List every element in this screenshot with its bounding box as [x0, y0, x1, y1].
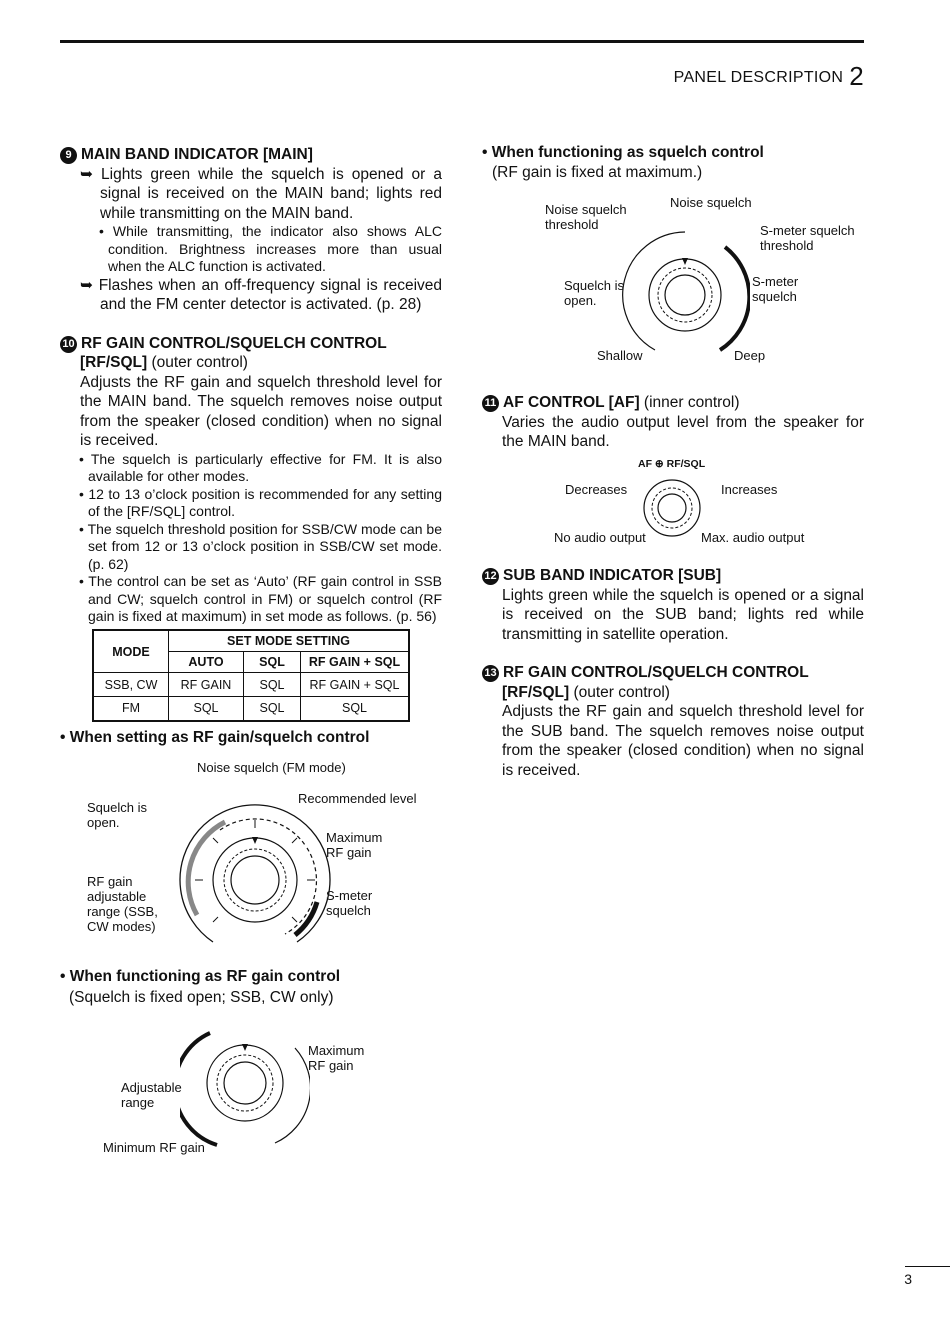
diagram-2-knob — [180, 1015, 310, 1155]
diagram-3-subtitle: (RF gain is fixed at maximum.) — [492, 164, 703, 181]
section-9-note: • While transmitting, the indicator also shows ALC condition. Brightness increases more than usual when the ALC function is activated. — [99, 223, 442, 274]
section-10-heading — [60, 334, 442, 354]
right-column-sections — [482, 393, 864, 452]
table-cell: FM — [93, 697, 169, 721]
table-cell: SQL — [244, 673, 301, 697]
item-text: Flashes when an off-frequency signal is received and the FM center detector is activated. (p. 28) — [98, 276, 442, 313]
control-note: (outer control) — [147, 354, 248, 371]
left-column — [60, 145, 442, 626]
table-header-sql: SQL — [244, 652, 301, 673]
section-12-description: Lights green while the squelch is opened or a signal is received on the SUB band; lights red while transmitting in satellite operation. — [502, 586, 864, 643]
d4-maxaudio-label: Max. audio output — [701, 530, 805, 545]
control-note: (outer control) — [569, 683, 670, 701]
section-number: 13 — [482, 665, 499, 682]
section-number: 10 — [60, 336, 77, 353]
section-13-heading — [482, 663, 864, 683]
d3-shallow-label: Shallow — [597, 348, 643, 363]
table-cell: RF GAIN + SQL — [301, 673, 410, 697]
section-10-subheading — [60, 353, 442, 373]
d4-inc-label: Increases — [721, 482, 778, 497]
right-column-lower — [482, 566, 864, 780]
table-header-auto: AUTO — [169, 652, 244, 673]
table-cell: RF GAIN — [169, 673, 244, 697]
page-header — [674, 58, 864, 89]
d1-smeter-label: S-meter squelch — [326, 888, 373, 918]
table-header-mode: MODE — [93, 630, 169, 673]
d3-ns-label: Noise squelch — [670, 195, 752, 210]
chapter-number: 2 — [849, 61, 864, 91]
table-cell: SSB, CW — [93, 673, 169, 697]
diagram-1-knob — [140, 775, 340, 955]
section-number: 9 — [60, 147, 77, 164]
section-10-bullet-2: • 12 to 13 o’clock position is recommended for any setting of the [RF/SQL] control. — [79, 485, 442, 519]
diagram-4-knob — [630, 470, 720, 550]
d1-rfrange-label: RF gain adjustable range (SSB, CW modes) — [87, 874, 158, 934]
diagram-2-title: • When functioning as RF gain control — [60, 968, 341, 985]
d1-maxrf-label: Maximum RF gain — [326, 830, 383, 860]
section-title: RF GAIN CONTROL/SQUELCH CONTROL — [503, 664, 809, 681]
top-rule — [60, 40, 864, 43]
d2-minrf-label: Minimum RF gain — [103, 1140, 205, 1155]
d4-knob-label: AF ⊕ RF/SQL — [638, 458, 706, 470]
section-13-subheading — [482, 683, 864, 703]
d1-noise-label: Noise squelch (FM mode) — [197, 760, 346, 775]
page-number-rule — [905, 1266, 950, 1267]
d4-af-label: AF — [638, 458, 652, 470]
table-cell: SQL — [169, 697, 244, 721]
table-header-rfsql: RF GAIN + SQL — [301, 652, 410, 673]
diagram-3-knob — [620, 225, 750, 360]
section-10-bullet-3: • The squelch threshold position for SSB/CW mode can be set from 12 or 13 o’clock position in SSB/CW set mode. (p. 62) — [79, 520, 442, 572]
section-title: SUB BAND INDICATOR [SUB] — [503, 567, 722, 584]
d3-smt-label: S-meter squelch threshold — [760, 223, 855, 253]
d4-noaudio-label: No audio output — [554, 530, 646, 545]
section-title: RF GAIN CONTROL/SQUELCH CONTROL — [81, 334, 387, 352]
section-title: AF CONTROL [AF] — [503, 394, 640, 411]
d2-adj-label: Adjustable range — [121, 1080, 182, 1110]
section-title: MAIN BAND INDICATOR [MAIN] — [81, 146, 313, 163]
section-11-heading — [482, 393, 864, 413]
diagram-2-subtitle: (Squelch is fixed open; SSB, CW only) — [69, 989, 334, 1006]
d1-sqopen-label: Squelch is open. — [87, 800, 147, 830]
d3-deep-label: Deep — [734, 348, 766, 363]
control-note: (inner control) — [639, 394, 740, 411]
section-9-heading — [60, 145, 442, 165]
diagram-3-title: • When functioning as squelch control — [482, 144, 764, 161]
d2-maxrf-label: Maximum RF gain — [308, 1043, 365, 1073]
section-9-item-1: ➥ Lights green while the squelch is opened or a signal is received on the MAIN band; lights red while transmitting on the MAIN band. — [80, 165, 442, 222]
table-cell: SQL — [301, 697, 410, 721]
set-mode-table — [92, 629, 410, 722]
table-header-set: SET MODE SETTING — [169, 630, 410, 652]
d3-nst-label: Noise squelch threshold — [545, 202, 627, 232]
control-label: [RF/SQL] — [80, 354, 148, 371]
section-number: 11 — [482, 395, 499, 412]
item-text: Lights green while the squelch is opened or a signal is received on the MAIN band; lights red while transmitting on the MAIN band. — [100, 165, 442, 222]
section-13-description: Adjusts the RF gain and squelch threshold level for the SUB band. The squelch removes noise output from the speaker (closed condition) when no signal is received. — [502, 703, 864, 779]
section-11-description: Varies the audio output level from the speaker for the MAIN band. — [502, 413, 864, 450]
section-number: 12 — [482, 568, 499, 585]
d3-sms-label: S-meter squelch — [752, 274, 799, 304]
page-number: 3 — [904, 1271, 912, 1287]
section-10-bullet-1: • The squelch is particularly effective for FM. It is also available for other modes. — [79, 450, 442, 484]
section-9-item-2: ➥ Flashes when an off-frequency signal is received and the FM center detector is activated. (p. 28) — [80, 276, 442, 313]
header-title: PANEL DESCRIPTION — [673, 69, 844, 86]
section-10-bullet-4: • The control can be set as ‘Auto’ (RF gain control in SSB and CW; squelch control in FM) or squelch control (RF gain is fixed at maximum) in set mode as follows. (p. 56) — [79, 573, 442, 624]
diagram-1-title: • When setting as RF gain/squelch control — [60, 729, 370, 746]
d4-rfsql-label: RF/SQL — [666, 458, 706, 470]
d4-dec-label: Decreases — [565, 482, 628, 497]
section-10-description: Adjusts the RF gain and squelch threshold level for the MAIN band. The squelch removes noise output from the speaker (closed condition) when no signal is received. — [80, 373, 442, 449]
section-12-heading — [482, 566, 864, 586]
table-cell: SQL — [244, 697, 301, 721]
control-label: [RF/SQL] — [502, 683, 570, 701]
d3-sqopen-label: Squelch is open. — [564, 278, 624, 308]
d1-rec-label: Recommended level — [298, 791, 417, 806]
